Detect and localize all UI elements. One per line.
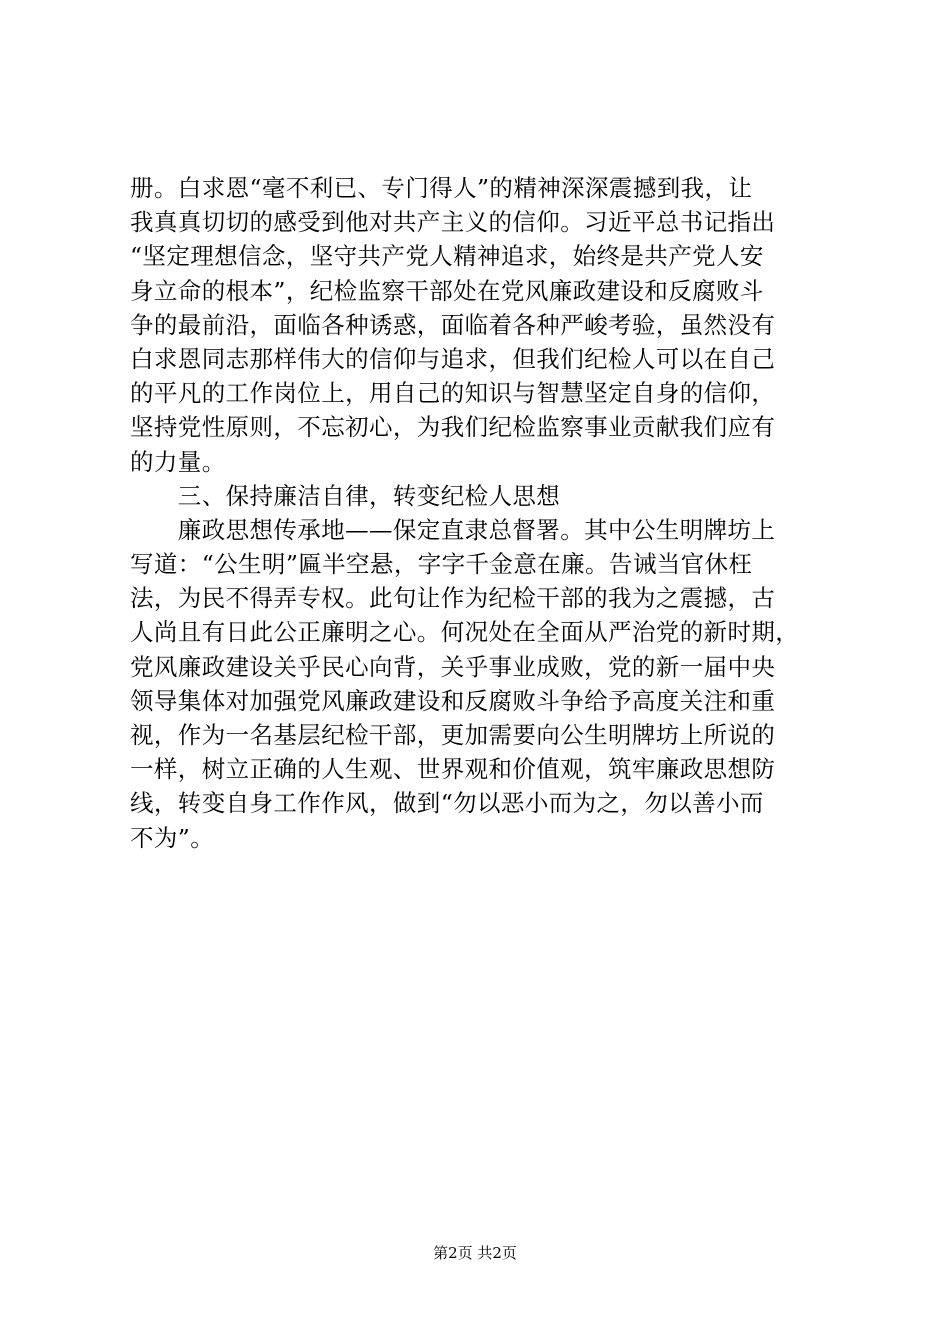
text-line: 白求恩同志那样伟大的信仰与追求，但我们纪检人可以在自己: [130, 344, 776, 373]
text-line: 我真真切切的感受到他对共产主义的信仰。习近平总书记指出: [130, 208, 776, 237]
text-line: 线，转变自身工作作风，做到“勿以恶小而为之，勿以善小而: [130, 789, 764, 818]
text-line: 法，为民不得弄专权。此句让作为纪检干部的我为之震撼，古: [130, 584, 776, 613]
text-line: 一样，树立正确的人生观、世界观和价值观，筑牢廉政思想防: [130, 755, 776, 784]
text-line: 册。白求恩“毫不利已、专门得人”的精神深深震撼到我，让: [130, 174, 753, 202]
text-line: 人尚且有日此公正廉明之心。何况处在全面从严治党的新时期，: [130, 618, 800, 647]
text-line: 身立命的根本”，纪检监察干部处在党风廉政建设和反腐败斗: [130, 276, 764, 305]
text-line: 不为”。: [130, 823, 215, 852]
text-line: 视，作为一名基层纪检干部，更加需要向公生明牌坊上所说的: [130, 721, 776, 749]
page-number: 第2页 共2页: [433, 1244, 517, 1262]
text-line: 廉政思想传承地——保定直隶总督署。其中公生明牌坊上: [130, 515, 776, 544]
section-heading: 三、保持廉洁自律，转变纪检人思想: [130, 481, 561, 510]
text-line: 的力量。: [130, 447, 226, 476]
text-line: 领导集体对加强党风廉政建设和反腐败斗争给予高度关注和重: [130, 686, 776, 715]
text-line: 党风廉政建设关乎民心向背，关乎事业成败，党的新一届中央: [130, 652, 776, 681]
text-line: 的平凡的工作岗位上，用自己的知识与智慧坚定自身的信仰，: [130, 379, 776, 408]
text-line: 争的最前沿，面临各种诱惑，面临着各种严峻考验，虽然没有: [130, 310, 776, 339]
document-body: [130, 171, 850, 855]
page-footer: [0, 1243, 950, 1263]
text-line: 写道：“公生明”匾半空悬，字字千金意在廉。告诫当官休枉: [130, 550, 753, 579]
text-line: 坚持党性原则，不忘初心，为我们纪检监察事业贡献我们应有: [130, 413, 776, 442]
text-line: “坚定理想信念，坚守共产党人精神追求，始终是共产党人安: [130, 242, 764, 271]
